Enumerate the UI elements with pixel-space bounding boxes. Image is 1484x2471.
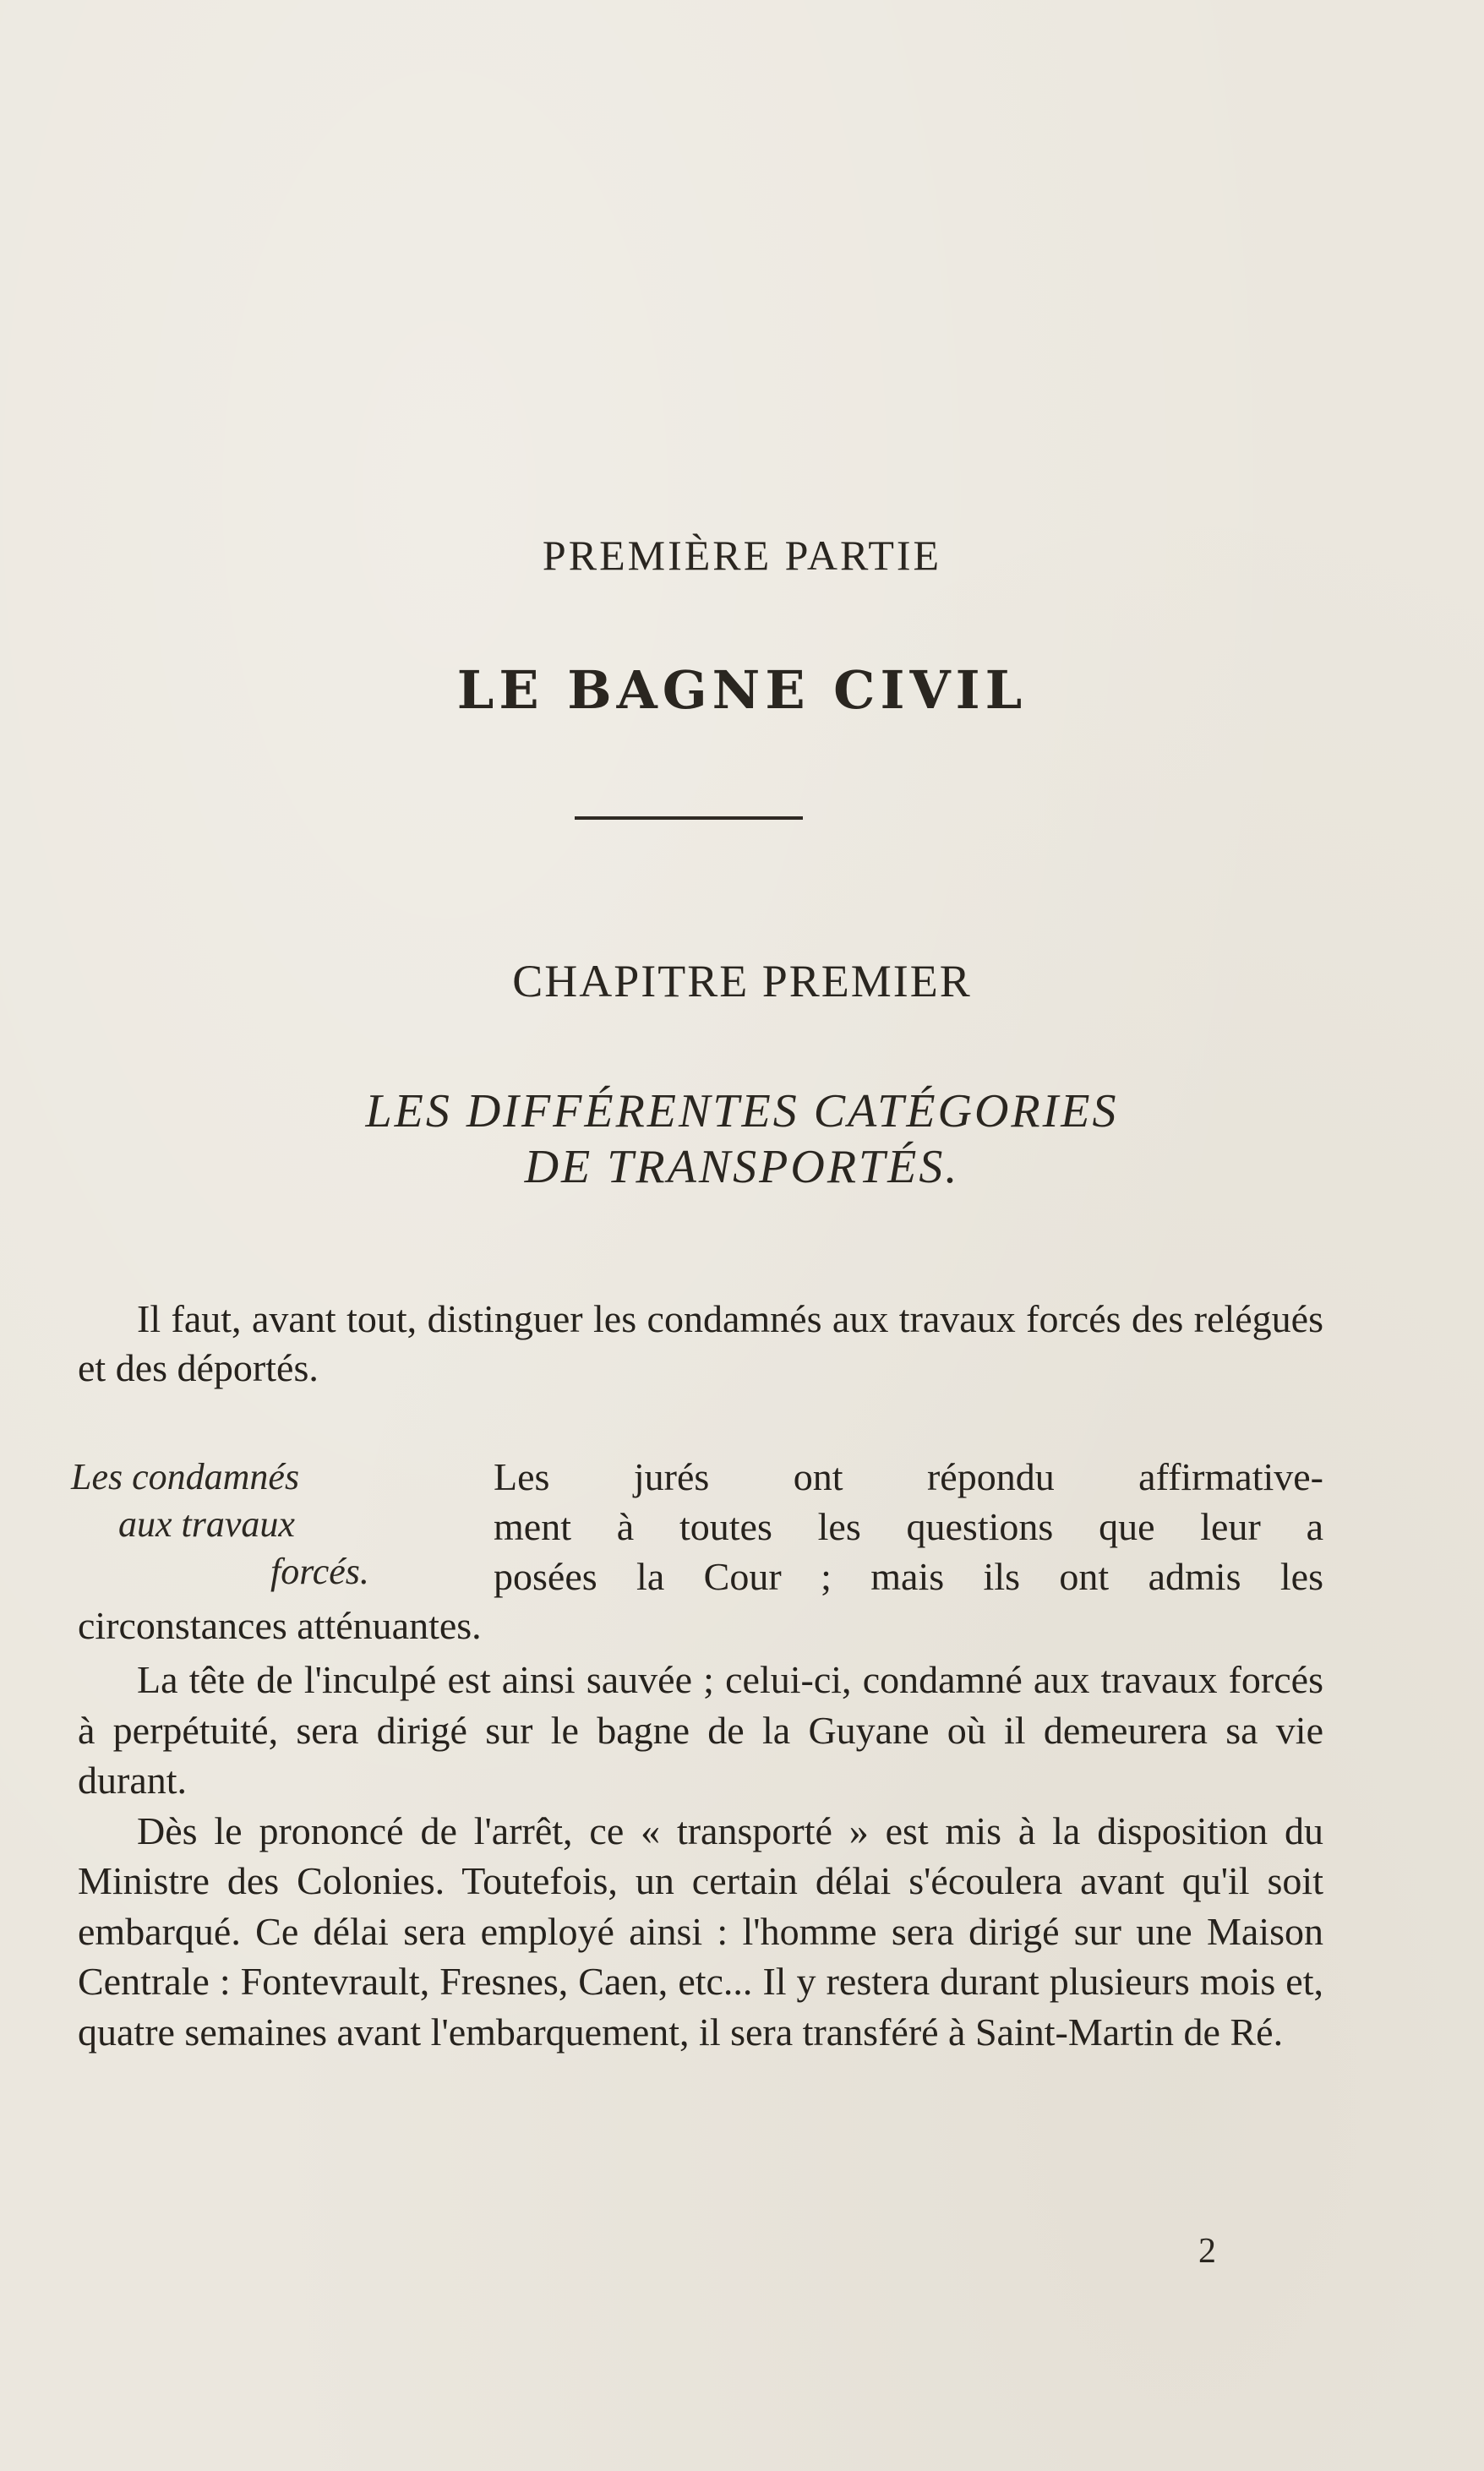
margin-note-line-2: aux travaux	[118, 1503, 295, 1545]
paragraph-1	[78, 1295, 1323, 1393]
book-title: LE BAGNE CIVIL	[456, 659, 1028, 721]
part-title: PREMIÈRE PARTIE	[542, 532, 942, 579]
paragraph-2-side-text	[494, 1452, 1323, 1601]
title-divider	[575, 816, 803, 820]
body-paragraphs	[78, 1655, 1323, 2057]
chapter-subtitle-line-2: DE TRANSPORTÉS.	[524, 1141, 960, 1193]
paragraph-4: Dès le prononcé de l'arrêt, ce « transporté » est mis à la disposition du Ministre des Colonies. Toutefois, un certain délai s'écoulera avant qu'il soit embarqué. Ce délai sera employé ainsi : l'homme sera dirigé sur une Maison Centrale : Fontevrault, Fresnes, Caen, etc... Il y restera durant plusieurs mois et, quatre semaines avant l'embarquement, il sera transféré à Saint-Martin de Ré.	[78, 1808, 1323, 2054]
paragraph-3: La tête de l'inculpé est ainsi sauvée ; celui-ci, condamné aux travaux forcés à perpétuité, sera dirigé sur le bagne de la Guyane où il demeurera sa vie durant.	[78, 1658, 1323, 1802]
margin-note-line-1: Les condamnés	[71, 1456, 300, 1497]
paragraph-2-line-1: Les jurés ont répondu affirmative-	[494, 1455, 1323, 1498]
paragraph-2-end: circonstances atténuantes.	[78, 1604, 482, 1647]
paragraph-2-line-3: posées la Cour ; mais ils ont admis les	[494, 1555, 1323, 1598]
chapter-title: CHAPITRE PREMIER	[512, 956, 972, 1006]
chapter-subtitle	[0, 1083, 1484, 1195]
margin-note	[71, 1454, 468, 1596]
margin-note-line-3: forcés.	[270, 1551, 369, 1592]
paragraph-2-line-2: ment à toutes les questions que leur a	[494, 1505, 1323, 1548]
page-number: 2	[1198, 2232, 1216, 2271]
chapter-subtitle-line-1: LES DIFFÉRENTES CATÉGORIES	[365, 1085, 1119, 1137]
paragraph-1-text: Il faut, avant tout, distinguer les condamnés aux travaux forcés des relégués et des déportés.	[78, 1297, 1323, 1389]
